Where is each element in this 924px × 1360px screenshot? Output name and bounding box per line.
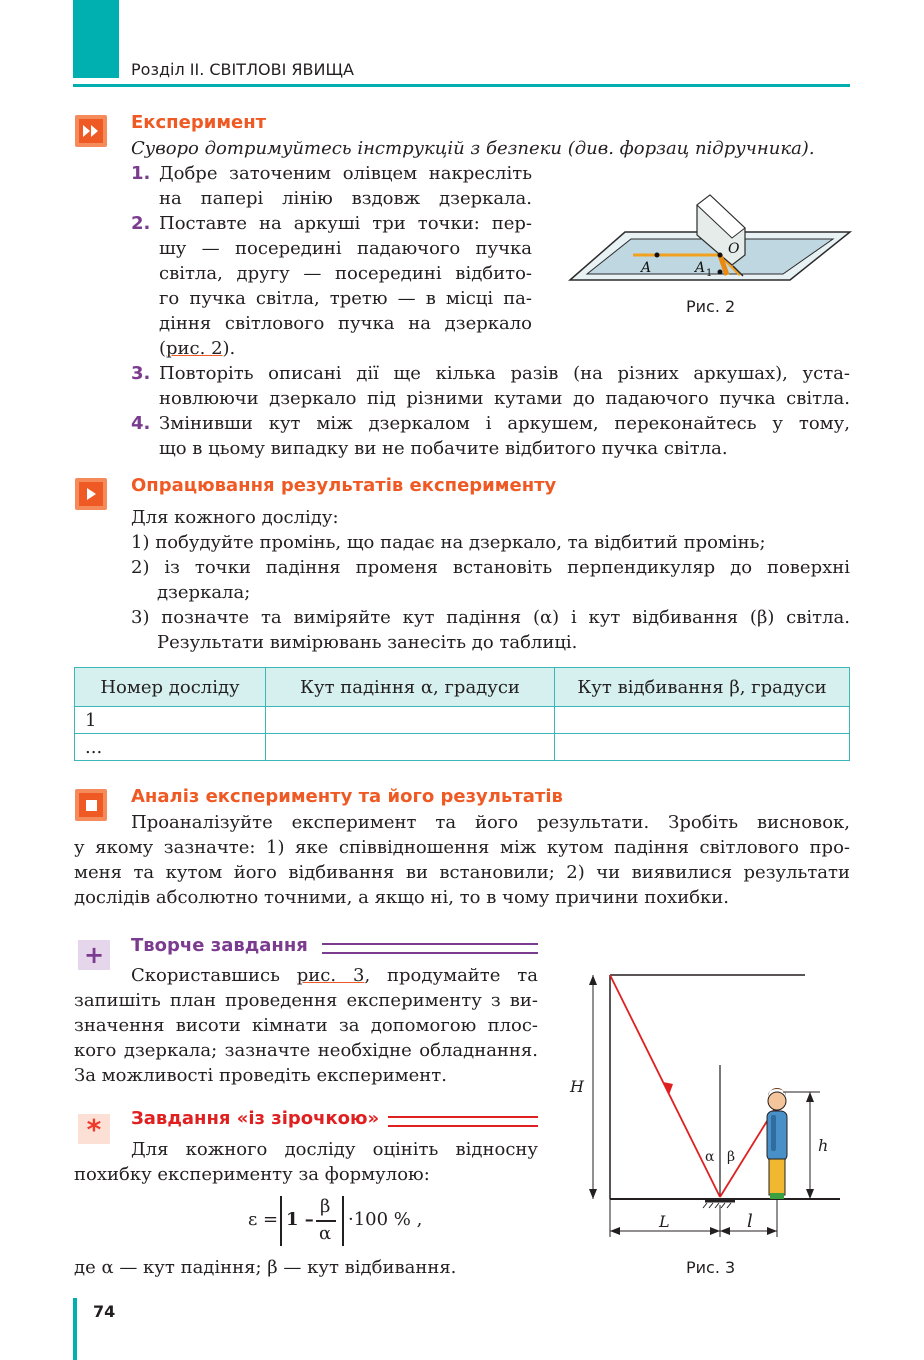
formula-numerator: β: [320, 1196, 331, 1217]
step-3-number: 3.: [131, 363, 151, 384]
abs-bar-right: [342, 1196, 344, 1246]
table-row: [75, 734, 850, 761]
analysis-line-2: у якому зазначте: 1) яке співвідношення між кутом падіння світлового про-: [74, 837, 850, 858]
creative-text-post: , продумайте та: [364, 965, 538, 986]
formula-tail: ·100 % ,: [348, 1209, 423, 1230]
step-3-line-1: Повторіть описані дії ще кілька разів (на різних аркушах), уста-: [159, 363, 850, 384]
error-formula: [248, 1196, 468, 1246]
fast-forward-icon: [75, 115, 107, 147]
table-header-cell: Кут відбивання β, градуси: [555, 668, 850, 707]
results-table: [74, 667, 850, 761]
creative-line-3: значення висоти кімнати за допомогою плос-: [74, 1015, 538, 1036]
table-cell: 1: [75, 707, 266, 734]
person-figure: [767, 1088, 787, 1199]
step-1-line-2: на папері лінію вздовж дзеркала.: [159, 188, 532, 209]
label-h: h: [818, 1136, 829, 1155]
play-icon: [75, 478, 107, 510]
table-header-cell: Номер досліду: [75, 668, 266, 707]
analysis-line-1: Проаналізуйте експеримент та його результати. Зробіть висновок,: [131, 812, 850, 833]
analysis-title: Аналіз експерименту та його результатів: [131, 786, 563, 807]
safety-note: Суворо дотримуйтесь інструкцій з безпеки (див. форзац підручника).: [131, 138, 815, 159]
processing-item-3-line-2: Результати вимірювань занесіть до таблиці.: [157, 632, 578, 653]
star-task-after: де α — кут падіння; β — кут відбивання.: [74, 1257, 457, 1278]
step-2-line-2: шу — посередині падаючого пучка: [159, 238, 532, 259]
processing-title: Опрацювання результатів експерименту: [131, 475, 557, 496]
processing-item-3-line-1: 3) позначте та виміряйте кут падіння (α) і кут відбивання (β) світла.: [131, 607, 850, 628]
step-1-number: 1.: [131, 163, 151, 184]
label-beta: β: [727, 1149, 736, 1165]
footer-color-bar: [73, 1298, 77, 1360]
label-point-a1-subscript: 1: [706, 268, 713, 279]
processing-item-2-line-1: 2) із точки падіння променя встановіть перпендикуляр до поверхні: [131, 557, 850, 578]
step-1-line-1: Добре заточеним олівцем накресліть: [159, 163, 532, 184]
star-task-title: Завдання «із зірочкою»: [131, 1108, 380, 1129]
processing-item-1: 1) побудуйте промінь, що падає на дзеркало, та відбитий промінь;: [131, 532, 766, 553]
label-L: L: [659, 1212, 670, 1231]
star-task-line-1: Для кожного досліду оцініть відносну: [131, 1139, 538, 1160]
table-cell: [555, 734, 850, 761]
table-header-row: [75, 668, 850, 707]
asterisk-icon: *: [78, 1114, 110, 1144]
step-2-number: 2.: [131, 213, 151, 234]
label-l: l: [747, 1211, 753, 1232]
chapter-title: Розділ ІІ. СВІТЛОВІ ЯВИЩА: [131, 60, 354, 79]
step-2-line-4: го пучка світла, третю — в місці па-: [159, 288, 532, 309]
figure-2-caption: Рис. 2: [686, 297, 736, 316]
step-2-line-1: Поставте на аркуші три точки: пер-: [159, 213, 532, 234]
table-row: [75, 707, 850, 734]
fig3-link[interactable]: рис. 3: [296, 965, 365, 986]
paren-close: ).: [222, 338, 236, 359]
creative-title-rule: [322, 943, 538, 954]
processing-intro: Для кожного досліду:: [131, 507, 339, 528]
page-number: 74: [93, 1302, 116, 1321]
step-2-line-5: діння світлового пучка на дзеркало: [159, 313, 532, 334]
table-cell: [266, 707, 555, 734]
stop-icon: [75, 789, 107, 821]
step-3-line-2: новлюючи дзеркало під різними кутами до падаючого пучка світла.: [159, 388, 850, 409]
header-color-block: [73, 0, 119, 78]
formula-denominator: α: [319, 1223, 332, 1244]
label-alpha: α: [705, 1149, 715, 1165]
creative-line-5: За можливості проведіть експеримент.: [74, 1065, 447, 1086]
step-4-line-1: Змінивши кут між дзеркалом і аркушем, переконайтесь у тому,: [159, 413, 850, 434]
abs-bar-left: [280, 1196, 282, 1246]
analysis-line-3: меня та кутом його відбивання ви встановили; 2) чи виявилися результати: [74, 862, 850, 883]
figure-2-mirror-illustration: [565, 190, 855, 290]
paren-open: (: [159, 338, 167, 359]
step-2-line-6: [159, 336, 235, 361]
formula-one: 1 –: [286, 1209, 314, 1230]
label-point-a: A: [641, 260, 652, 276]
figure-3-room-height-diagram: [565, 965, 850, 1245]
analysis-line-4: дослідів абсолютно точними, а якщо ні, то в чому причини похибки.: [74, 887, 730, 908]
table-cell: ...: [75, 734, 266, 761]
label-H: H: [570, 1077, 584, 1096]
table-cell: [555, 707, 850, 734]
fig2-link[interactable]: рис. 2: [166, 338, 223, 359]
star-task-title-rule: [388, 1116, 538, 1127]
figure-3-caption: Рис. 3: [686, 1258, 736, 1277]
table-header-cell: Кут падіння α, градуси: [266, 668, 555, 707]
header-rule: [73, 84, 850, 87]
creative-line-4: кого дзеркала; зазначте необхідне обладнання.: [74, 1040, 538, 1061]
formula-lhs: ε =: [248, 1209, 279, 1230]
table-cell: [266, 734, 555, 761]
processing-item-2-line-2: дзеркала;: [157, 582, 251, 603]
step-4-line-2: що в цьому випадку ви не побачите відбитого пучка світла.: [159, 438, 728, 459]
fraction-bar: [316, 1220, 336, 1222]
creative-line-2: запишіть план проведення експерименту з ви-: [74, 990, 538, 1011]
creative-text-pre: Скориставшись: [131, 965, 297, 986]
plus-icon: +: [78, 940, 110, 970]
label-point-a1: A: [695, 260, 706, 276]
experiment-title: Експеримент: [131, 112, 267, 133]
creative-line-1: [131, 963, 538, 988]
step-2-line-3: світла, другу — посередині відбито-: [159, 263, 532, 284]
label-point-o: O: [728, 241, 740, 257]
creative-title: Творче завдання: [131, 935, 308, 956]
step-4-number: 4.: [131, 413, 151, 434]
star-task-line-2: похибку експерименту за формулою:: [74, 1164, 430, 1185]
